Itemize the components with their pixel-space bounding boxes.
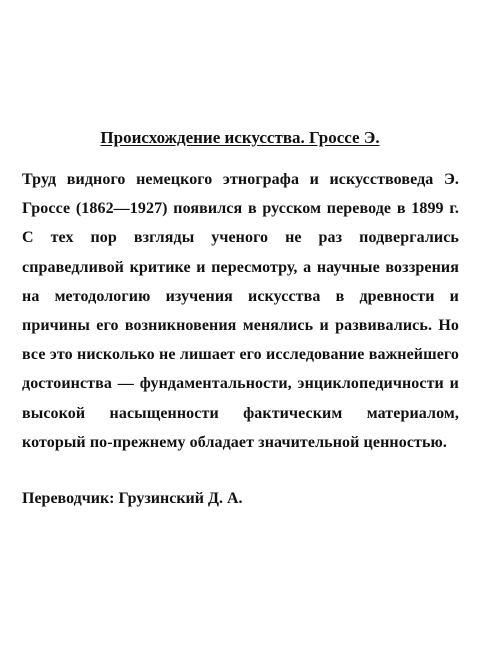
document-title: Происхождение искусства. Гроссе Э. — [100, 128, 380, 147]
document-body-paragraph: Труд видного немецкого этнографа и искусствоведа Э. Гроссе (1862—1927) появился в русском переводе в 1899 г. С тех пор взгляды ученого не раз подвергались справедливой критике и пересмотру, а научные воззрения на методологию изучения искусства в древности и причины его возникновения менялись и развивались. Но все это нисколько не лишает его исследование важнейшего достоинства — фундаментальности, энциклопедичности и высокой насыщенности фактическим материалом, который по-прежнему обладает значительной ценностью. — [22, 171, 459, 451]
translator-credit: Переводчик: Грузинский Д. А. — [22, 490, 243, 507]
